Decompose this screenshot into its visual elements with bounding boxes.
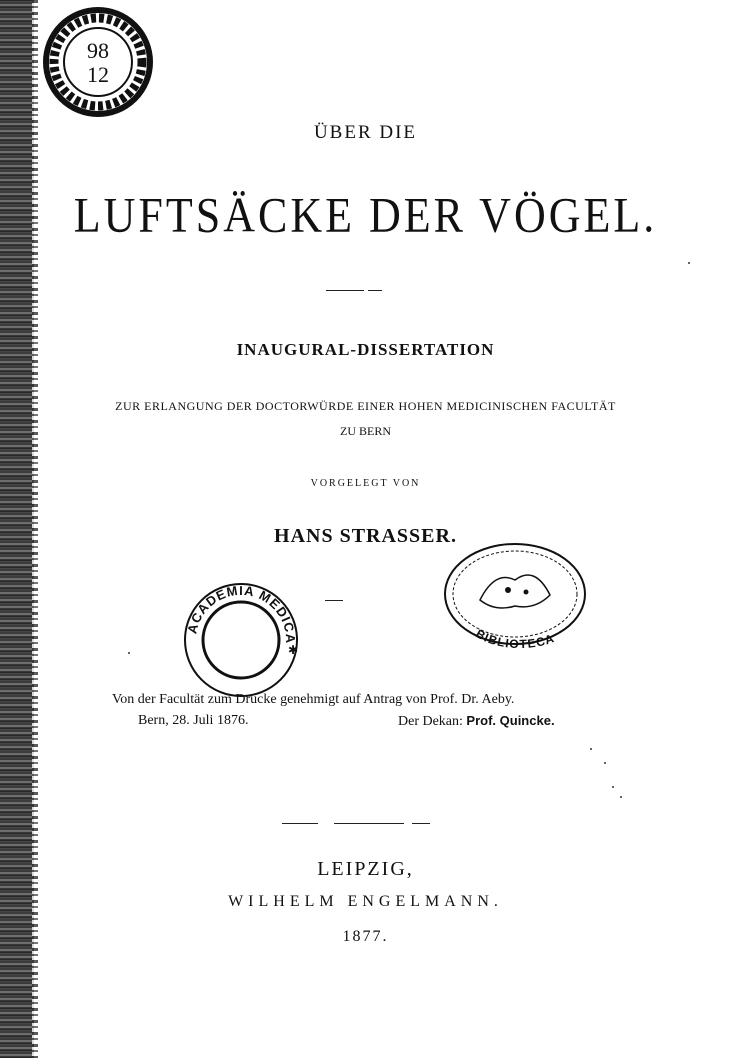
divider-rule <box>325 600 343 601</box>
scan-speck <box>612 786 614 788</box>
divider-rule <box>282 823 318 824</box>
purpose-line-2: ZU BERN <box>340 424 391 438</box>
dean-label: Der Dekan: <box>398 714 463 729</box>
main-title: LUFTSÄCKE DER VÖGEL. <box>73 188 658 243</box>
stamp-number-bottom: 12 <box>87 62 109 87</box>
scan-speck <box>604 762 606 764</box>
publication-year: 1877. <box>342 928 389 945</box>
stamp-number-top: 98 <box>87 38 109 63</box>
scan-speck <box>688 262 690 264</box>
svg-text:ACADEMIA MEDICA <box>184 583 298 644</box>
biblioteca-stamp <box>440 540 590 648</box>
scan-speck <box>590 748 592 750</box>
stamp-ring-text: ACADEMIA MEDICA <box>184 582 299 645</box>
divider-rule <box>368 290 382 291</box>
approval-note: Von der Facultät zum Drucke genehmigt auf Antrag von Prof. Dr. Aeby. <box>112 692 515 707</box>
svg-text:✱: ✱ <box>288 643 299 657</box>
divider-rule <box>334 823 404 824</box>
scan-speck <box>128 652 130 654</box>
purpose-line-1: ZUR ERLANGUNG DER DOCTORWÜRDE EINER HOHEN MEDICINISCHEN FACULTÄT <box>115 399 616 413</box>
svg-text:BIBLIOTECA <box>473 626 556 648</box>
academia-medica-stamp <box>178 580 304 700</box>
publication-city: LEIPZIG, <box>317 858 414 880</box>
dean-name: Prof. Quincke. <box>466 713 555 728</box>
over-title: ÜBER DIE <box>313 122 418 143</box>
author-name: HANS STRASSER. <box>274 525 457 547</box>
presented-by: VORGELEGT VON <box>310 478 421 489</box>
library-stamp-top <box>38 6 158 118</box>
place-date: Bern, 28. Juli 1876. <box>138 713 249 728</box>
stamp-ring-text: BIBLIOTECA <box>473 626 557 648</box>
divider-rule <box>412 823 430 824</box>
publisher-name: WILHELM ENGELMANN. <box>228 893 503 910</box>
dissertation-heading: INAUGURAL-DISSERTATION <box>236 340 495 359</box>
divider-rule <box>326 290 364 291</box>
scan-speck <box>620 796 622 798</box>
dean-line <box>398 713 555 730</box>
